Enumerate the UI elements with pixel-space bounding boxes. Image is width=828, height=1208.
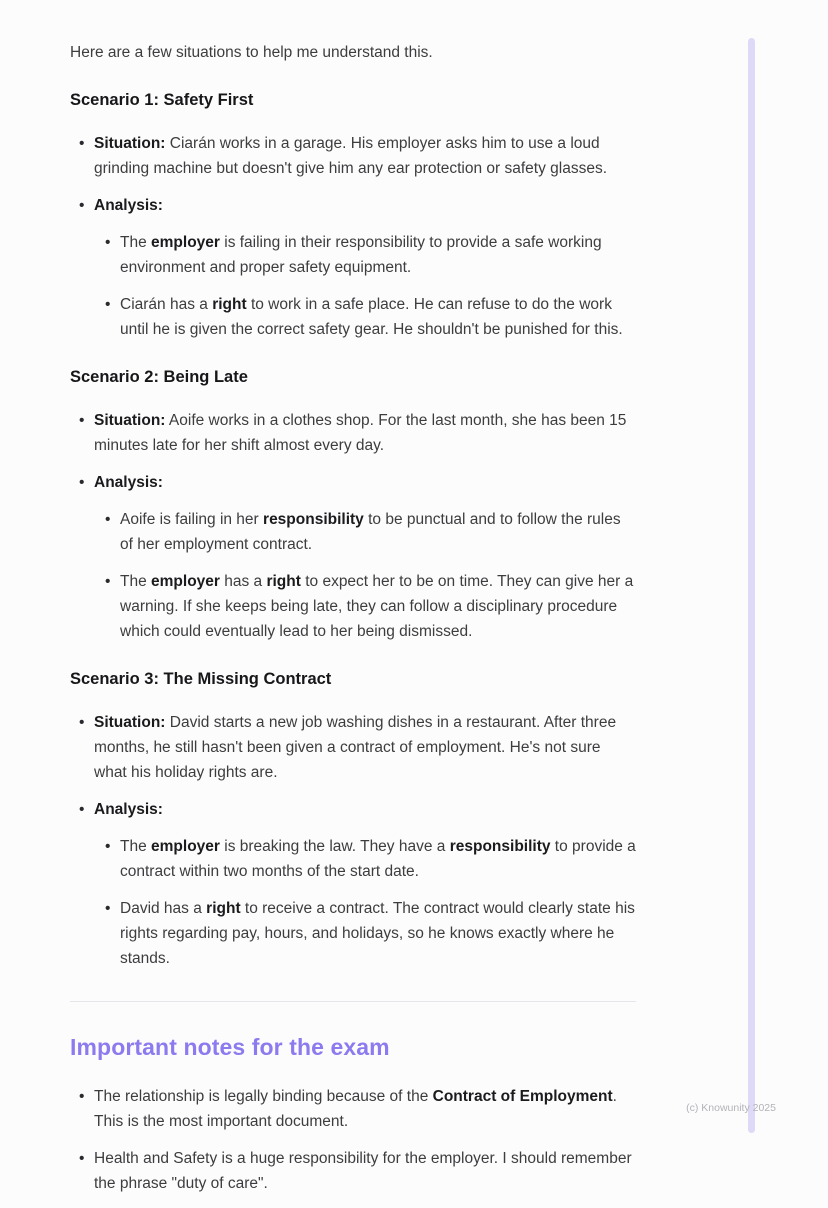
list-item-situation — [94, 710, 636, 785]
situation-text: Situation: Ciarán works in a garage. His employer asks him to use a loud grinding machine but doesn't give him any ear protection or safety glasses. — [94, 135, 608, 177]
scenario-3-section — [70, 668, 636, 971]
list-item-situation — [94, 131, 636, 181]
list-item — [94, 1146, 636, 1196]
list-item — [120, 292, 636, 342]
document — [70, 40, 636, 1208]
note-text: Health and Safety is a huge responsibility for the employer. I should remember the phrase "duty of care". — [94, 1150, 632, 1192]
list-item — [120, 507, 636, 557]
analysis-point: Ciarán has a right to work in a safe place. He can refuse to do the work until he is given the correct safety gear. He shouldn't be punished for this. — [120, 296, 623, 338]
scenario-2-section — [70, 366, 636, 644]
list-item — [120, 896, 636, 971]
intro-paragraph: Here are a few situations to help me understand this. — [70, 44, 433, 61]
list-item-analysis — [94, 797, 636, 971]
list-item-situation — [94, 408, 636, 458]
analysis-point: The employer is breaking the law. They have a responsibility to provide a contract within two months of the start date. — [120, 838, 636, 880]
bullet-list — [70, 131, 636, 342]
list-item — [94, 1084, 636, 1134]
scenario-3-heading: Scenario 3: The Missing Contract — [70, 670, 332, 688]
notes-bullet-list — [70, 1084, 636, 1196]
important-notes-heading: Important notes for the exam — [70, 1034, 390, 1060]
situation-text: Situation: David starts a new job washing dishes in a restaurant. After three months, he still hasn't been given a contract of employment. He's not sure what his holiday rights are. — [94, 714, 617, 781]
scenario-1-heading: Scenario 1: Safety First — [70, 91, 254, 109]
scenario-2-heading: Scenario 2: Being Late — [70, 368, 248, 386]
list-item — [120, 834, 636, 884]
analysis-point: The employer is failing in their responsibility to provide a safe working environment and proper safety equipment. — [120, 234, 602, 276]
bullet-list — [70, 408, 636, 644]
scrollbar-thumb[interactable] — [748, 38, 755, 1133]
analysis-point: Aoife is failing in her responsibility to be punctual and to follow the rules of her employment contract. — [120, 511, 621, 553]
note-text: The relationship is legally binding because of the Contract of Employment. This is the most important document. — [94, 1088, 617, 1130]
list-item-analysis — [94, 470, 636, 644]
analysis-label: Analysis: — [94, 474, 163, 491]
nested-bullet-list — [94, 230, 636, 342]
watermark: (c) Knowunity 2025 — [686, 1102, 776, 1114]
list-item — [120, 230, 636, 280]
important-notes-section — [70, 1032, 636, 1196]
analysis-point: David has a right to receive a contract. The contract would clearly state his rights regarding pay, hours, and holidays, so he knows exactly where he stands. — [120, 900, 635, 967]
analysis-label: Analysis: — [94, 801, 163, 818]
list-item-analysis — [94, 193, 636, 342]
bullet-list — [70, 710, 636, 971]
analysis-point: The employer has a right to expect her to be on time. They can give her a warning. If she keeps being late, they can follow a disciplinary procedure which could eventually lead to her being dismissed. — [120, 573, 634, 640]
section-divider — [70, 1001, 636, 1002]
nested-bullet-list — [94, 834, 636, 971]
situation-text: Situation: Aoife works in a clothes shop. For the last month, she has been 15 minutes late for her shift almost every day. — [94, 412, 627, 454]
scenario-1-section — [70, 89, 636, 342]
list-item — [120, 569, 636, 644]
analysis-label: Analysis: — [94, 197, 163, 214]
nested-bullet-list — [94, 507, 636, 644]
